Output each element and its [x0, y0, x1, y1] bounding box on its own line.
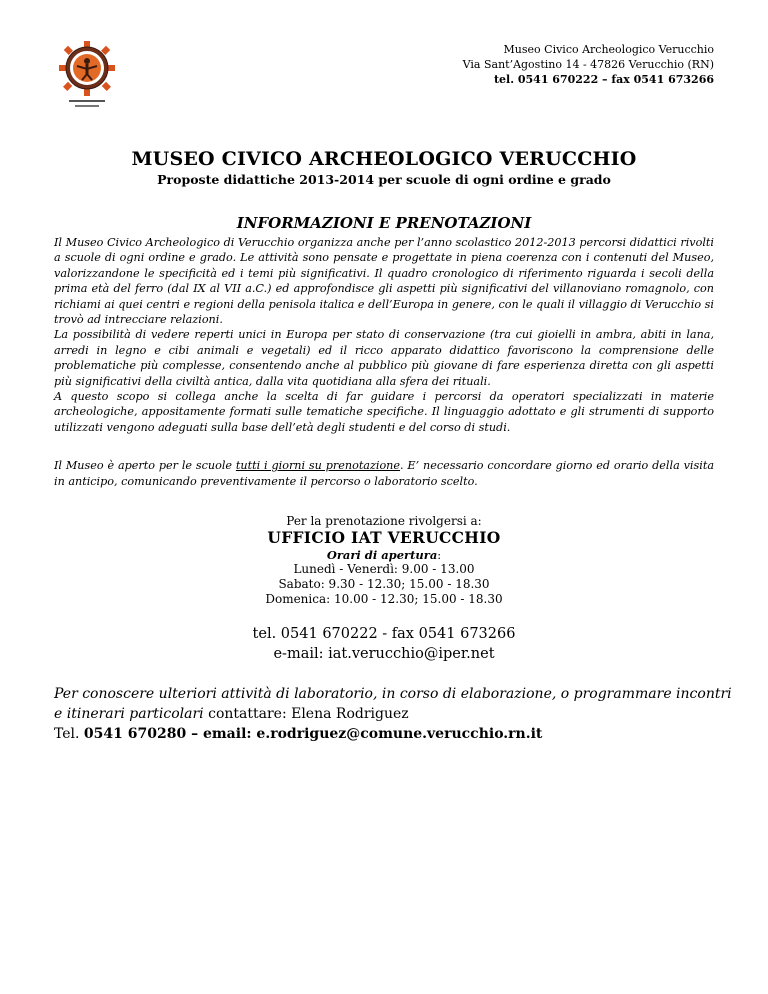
museum-name: Museo Civico Archeologico Verucchio [503, 43, 714, 56]
museum-phone: tel. 0541 670222 – fax 0541 673266 [493, 73, 714, 86]
museum-logo-icon [55, 40, 119, 112]
opening-info [54, 458, 714, 490]
hours-heading-label: Orari di apertura [326, 548, 438, 562]
intro-text [54, 235, 714, 435]
office-phone: tel. 0541 670222 - fax 0541 673266 [252, 626, 516, 642]
opening-hours [0, 562, 768, 607]
office-contact [0, 624, 768, 664]
opening-underlined: tutti i giorni su prenotazione [235, 459, 401, 472]
intro-paragraph-2: La possibilità di vedere reperti unici in Europa per stato di conservazione (tra cui gioielli in ambra, abiti in lana, arredi in legno e cibi animali e vegetali) ed il ricco apparato didattico favoriscono la comprensione delle problematiche più complesse, consentendo anche al pubblico più giovane di fare esperienza diretta con gli aspetti più significativi della civiltà antica, dalla vita quotidiana alla sfera dei rituali. [54, 328, 714, 388]
museum-address: Via Sant’Agostino 14 - 47826 Verucchio (RN) [462, 58, 714, 71]
more-info [54, 684, 734, 744]
more-info-tel-label: Tel. [54, 726, 84, 742]
booking-lead: Per la prenotazione rivolgersi a: [286, 514, 482, 528]
intro-paragraph-1: Il Museo Civico Archeologico di Verucchio organizza anche per l’anno scolastico 2012-2013 percorsi didattici rivolti a scuole di ogni ordine e grado. Le attività sono pensate e progettate in piena coerenza con i contenuti del Museo, valorizzandone le specificità ed i temi più significativi. Il quadro cronologico di riferimento riguarda i secoli della prima età del ferro (dal IX al VII a.C.) ed approfondisce gli aspetti più significativi del villanoviano romagnolo, con richiami ai quei centri e regioni della penisola italica e dell’Europa in genere, con le quali il villaggio di Verucchio si trovò ad intrecciare relazioni. [54, 236, 714, 327]
hours-heading [0, 548, 768, 562]
office-email: e-mail: iat.verucchio@iper.net [273, 646, 495, 662]
museum-logo [55, 40, 119, 112]
hours-saturday: Sabato: 9.30 - 12.30; 15.00 - 18.30 [278, 577, 490, 591]
opening-text-before: Il Museo è aperto per le scuole [54, 459, 236, 472]
more-info-tel-value: 0541 670280 – email: e.rodriguez@comune.verucchio.rn.it [83, 726, 543, 742]
opening-text-after: . E’ necessario concordare giorno ed orario della visita in anticipo, comunicando preventivamente il percorso o laboratorio scelto. [54, 459, 714, 488]
hours-weekdays: Lunedì - Venerdì: 9.00 - 13.00 [293, 562, 475, 576]
hours-heading-colon: : [437, 548, 442, 562]
museum-header-info [463, 42, 714, 87]
office-name: UFFICIO IAT VERUCCHIO [267, 528, 501, 547]
intro-paragraph-3: A questo scopo si collega anche la scelta di far guidare i percorsi da operatori specializzati in materie archeologiche, appositamente formati sulle tematiche specifiche. Il linguaggio adottato e gli strumenti di supporto utilizzati vengono adeguati sulla base dell’età degli studenti e del corso di studi. [54, 390, 714, 434]
more-info-italic: Per conoscere ulteriori attività di laboratorio, in corso di elaborazione, o programmare incontri e itinerari particolari [54, 686, 732, 722]
hours-sunday: Domenica: 10.00 - 12.30; 15.00 - 18.30 [265, 592, 503, 606]
section-title: INFORMAZIONI E PRENOTAZIONI [236, 214, 532, 232]
document-title: MUSEO CIVICO ARCHEOLOGICO VERUCCHIO [131, 148, 637, 170]
document-subtitle: Proposte didattiche 2013-2014 per scuole di ogni ordine e grado [157, 172, 611, 187]
more-info-contact: contattare: Elena Rodriguez [203, 706, 409, 722]
